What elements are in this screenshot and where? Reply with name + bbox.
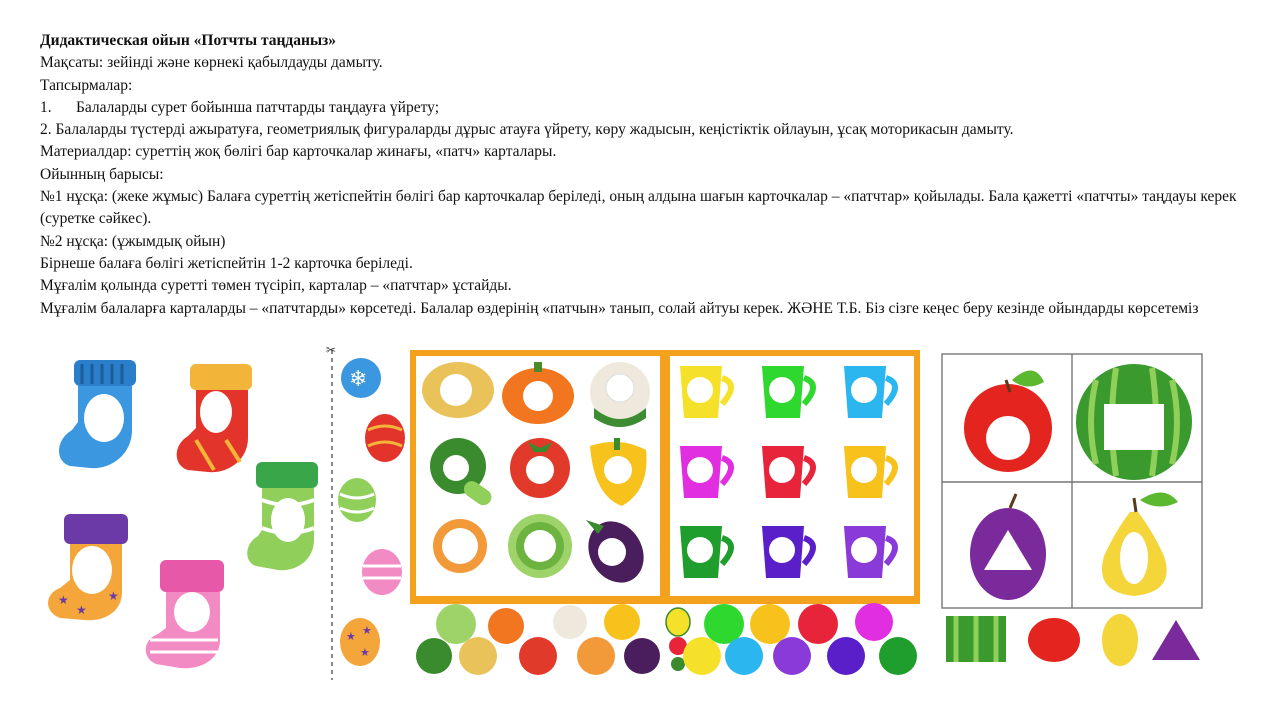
scissors-icon: ✂ <box>326 343 337 357</box>
variant-1: №1 нұсқа: (жеке жұмыс) Балаға суреттің жетіспейтін бөлігі бар карточкалар беріледі, оның алдына шағын карточкалар – «патчтар» қойылады. Бала қажетті «патчты» таңдауы керек (суретке сәйкес). <box>40 188 1237 228</box>
patch-red-egg <box>365 414 405 462</box>
vegetable-patches <box>416 604 660 675</box>
patch-green-egg <box>338 478 376 522</box>
cup-patches <box>683 603 917 675</box>
patch-pink-egg <box>362 549 402 595</box>
task-1-number: 1. <box>40 98 52 116</box>
variant-2-line-2: Мұғалім қолында суретті төмен түсіріп, карталар – «патчтар» ұстайды. <box>40 277 512 295</box>
patch-red-circle <box>1028 618 1080 662</box>
task-1-text: Балаларды сурет бойынша патчтарды таңдауға үйрету; <box>76 98 440 116</box>
page-title: Дидактическая ойын «Потчты таңданыз» <box>40 32 337 49</box>
vegetable-cabbage <box>508 514 572 578</box>
process-heading: Ойынның барысы: <box>40 165 164 183</box>
svg-text:❄: ❄ <box>349 366 368 391</box>
sock-red <box>177 364 252 472</box>
patch-orange-egg <box>340 618 380 666</box>
variant-2-line-3: Мұғалім балаларға карталарды – «патчтарды» көрсетеді. Балалар өздерінің «патчын» танып, солай айтуы керек. ЖӘНЕ Т.Б. Біз сізге кеңес беру кезінде ойындарды көрсетеміз <box>40 299 1199 317</box>
materials-line: Материалдар: суреттің жоқ бөлігі бар карточкалар жинағы, «патч» карталары. <box>40 143 557 161</box>
patch-snowflake <box>341 358 381 398</box>
vegetable-potato <box>422 362 494 418</box>
patch-watermelon-square <box>946 616 1006 662</box>
variant-2-heading: №2 нұсқа: (ұжымдық ойын) <box>40 232 226 250</box>
sock-purple <box>48 514 128 620</box>
svg-text:★: ★ <box>76 603 87 617</box>
vegetable-onion <box>433 519 487 573</box>
tasks-heading: Тапсырмалар: <box>40 76 133 94</box>
svg-text:★: ★ <box>362 625 372 637</box>
goal-line: Мақсаты: зейінді және көрнекі қабылдауды дамыту. <box>40 54 383 72</box>
svg-text:★: ★ <box>58 593 69 607</box>
patch-yellow-oval <box>1102 614 1138 666</box>
variant-2-line-1: Бірнеше балаға бөлігі жетіспейтін 1-2 карточка беріледі. <box>40 254 413 272</box>
svg-text:★: ★ <box>346 631 356 643</box>
task-2: 2. Балаларды түстерді ажыратуға, геометриялық фигураларды дұрыс атауға үйрету, көру жадысын, кеңістіктік ойлауын, ұсақ моторикасын дамыту. <box>40 121 1014 139</box>
svg-text:★: ★ <box>108 589 119 603</box>
fruit-watermelon <box>1076 364 1192 480</box>
sock-blue <box>59 360 136 468</box>
vegetable-tomato <box>510 438 570 498</box>
vegetable-cauliflower <box>590 362 650 427</box>
patch-purple-triangle <box>1152 620 1200 660</box>
svg-text:★: ★ <box>360 647 370 659</box>
sock-pink <box>146 560 224 668</box>
sock-green <box>247 462 318 570</box>
